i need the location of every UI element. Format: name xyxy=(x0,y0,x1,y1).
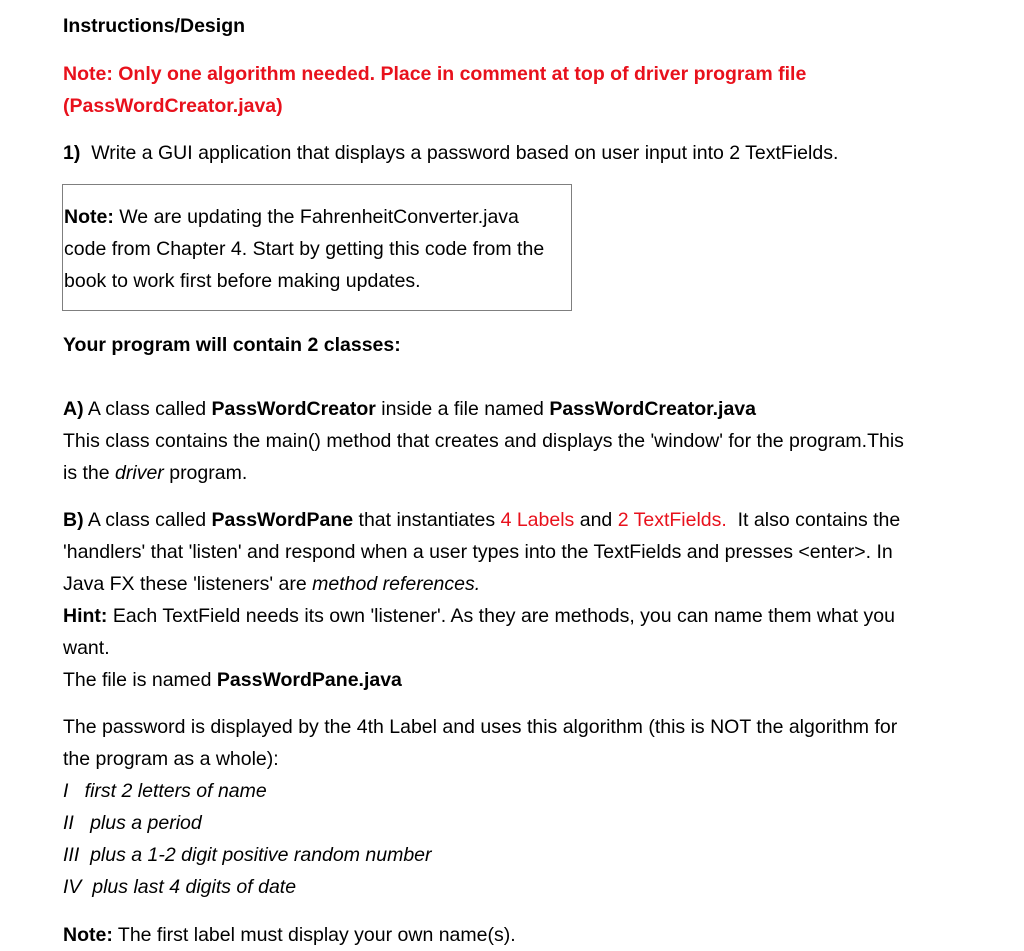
step-1 xyxy=(63,137,838,169)
hint-label: Hint: xyxy=(63,605,108,627)
class-a-line3 xyxy=(63,457,963,489)
hint-text: Each TextField needs its own 'listener'. As they are methods, you can name them what you xyxy=(112,605,895,627)
class-b-line3-italic: method references. xyxy=(312,573,481,595)
class-a-file: PassWordCreator.java xyxy=(549,398,756,420)
final-note-label: Note: xyxy=(63,924,113,946)
class-b-mid: that instantiates xyxy=(358,509,496,531)
class-b-intro: A class called xyxy=(87,509,207,531)
algorithm-step: IV plus last 4 digits of date xyxy=(63,876,297,898)
class-a-line3-pre: is the xyxy=(63,462,110,484)
class-a-name: PassWordCreator xyxy=(211,398,376,420)
class-a-mid: inside a file named xyxy=(381,398,544,420)
class-b-line1 xyxy=(63,504,963,536)
note-box-line1 xyxy=(64,201,571,233)
class-b-marker: B) xyxy=(63,509,84,531)
class-b-name: PassWordPane xyxy=(211,509,354,531)
final-note xyxy=(63,919,516,951)
class-b-file: PassWordPane.java xyxy=(216,669,402,691)
note-box-line2: code from Chapter 4. Start by getting this code from the xyxy=(64,238,545,260)
class-b-hint-line2: want. xyxy=(63,637,110,659)
class-b-labels: 4 Labels xyxy=(500,509,575,531)
step-1-text: Write a GUI application that displays a password based on user input into 2 TextFields. xyxy=(91,142,839,164)
class-b-section xyxy=(63,504,963,696)
class-b-line3 xyxy=(63,568,963,600)
step-1-number: 1) xyxy=(63,142,81,164)
class-b-line3-pre: Java FX these 'listeners' are xyxy=(63,573,307,595)
algorithm-step: I first 2 letters of name xyxy=(63,780,267,802)
class-b-and: and xyxy=(579,509,613,531)
class-a-marker: A) xyxy=(63,398,84,420)
class-a-line3-post: program. xyxy=(169,462,248,484)
note-box-line3: book to work first before making updates. xyxy=(64,270,421,292)
class-b-textfields: 2 TextFields. xyxy=(617,509,727,531)
top-note xyxy=(63,58,806,122)
class-b-line2: 'handlers' that 'listen' and respond when a user types into the TextFields and presses <enter>. In xyxy=(63,541,893,563)
class-a-line2: This class contains the main() method that creates and displays the 'window' for the program.This xyxy=(63,430,904,452)
class-b-tail: It also contains the xyxy=(737,509,901,531)
note-box-text1: We are updating the FahrenheitConverter.java xyxy=(119,206,519,228)
class-a-line3-italic: driver xyxy=(115,462,164,484)
classes-heading: Your program will contain 2 classes: xyxy=(63,334,401,356)
page-heading: Instructions/Design xyxy=(63,15,246,37)
note-box-label: Note: xyxy=(64,206,114,228)
top-note-line1: Note: Only one algorithm needed. Place in comment at top of driver program file xyxy=(63,63,807,85)
class-b-file-line xyxy=(63,664,963,696)
algorithm-line1: The password is displayed by the 4th Label and uses this algorithm (this is NOT the algorithm for xyxy=(63,716,898,738)
final-note-text: The first label must display your own name(s). xyxy=(117,924,516,946)
algorithm-step: II plus a period xyxy=(63,812,202,834)
class-a-intro: A class called xyxy=(87,398,207,420)
class-a-section xyxy=(63,393,963,489)
algorithm-line2: the program as a whole): xyxy=(63,748,279,770)
note-box xyxy=(62,184,572,311)
class-a-line1 xyxy=(63,393,963,425)
top-note-line2: (PassWordCreator.java) xyxy=(63,95,283,117)
class-b-file-pre: The file is named xyxy=(63,669,212,691)
algorithm-section xyxy=(63,711,963,903)
algorithm-step: III plus a 1-2 digit positive random number xyxy=(63,844,432,866)
class-b-hint-line1 xyxy=(63,600,963,632)
